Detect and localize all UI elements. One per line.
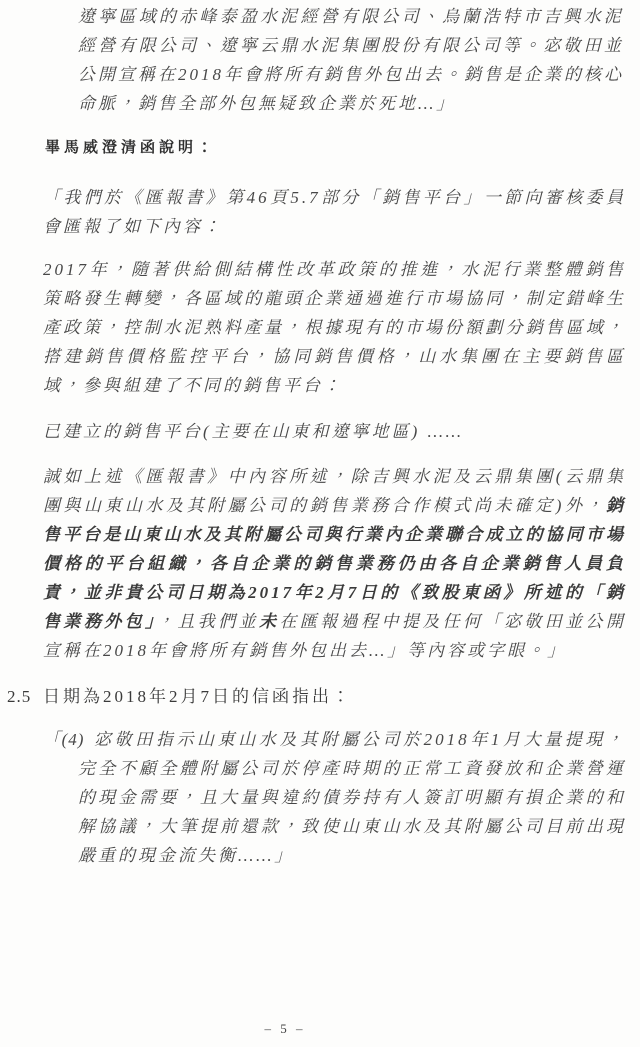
closing-segment-2-bold: 銷售平台是山東山水及其附屬公司與行業內企業聯合成立的協同市場價格的平台組織，各自企業的銷售業務仍由各自企業銷售人員負責，並非貴公司日期為2017年2月7日的《致股東函》所述的「銷售業務外包」: [43, 496, 626, 631]
kpmg-quote-established-platforms: 已建立的銷售平台(主要在山東和遼寧地區) ……: [43, 422, 464, 441]
closing-segment-4-bold: 未: [259, 612, 280, 631]
letter-excerpt-item-4: [43, 725, 626, 870]
closing-segment-5: 在匯報過程中提及任何「宓敬田並公開宣稱在2018年會將所有銷售外包出去…」等內容或字眼。」: [43, 612, 627, 660]
letter-excerpt-text: 宓敬田指示山東山水及其附屬公司於2018年1月大量提現，完全不顧全體附屬公司於停產時期的正常工資發放和企業營運的現金需要，且大量與違約債券持有人簽訂明顯有損企業的和解協議，大筆提前還款，致使山東山水及其附屬公司目前出現嚴重的現金流失衡……」: [78, 730, 627, 865]
item-text: 日期為2018年2月7日的信函指出：: [43, 687, 352, 706]
kpmg-quote-intro: 「我們於《匯報書》第46頁5.7部分「銷售平台」一節向審核委員會匯報了如下內容：: [43, 188, 626, 236]
letter-excerpt-marker: 「(4): [43, 730, 85, 749]
kpmg-quote-2017-policy: 2017年，隨著供給側結構性改革政策的推進，水泥行業整體銷售策略發生轉變，各區域的龍頭企業通過進行市場協同，制定錯峰生產政策，控制水泥熟料產量，根據現有的市場份額劃分銷售區域，搭建銷售價格監控平台，協同銷售價格，山水集團在主要銷售區域，參與組建了不同的銷售平台：: [43, 260, 626, 395]
numbered-item-2-5: [7, 682, 626, 711]
closing-segment-1: 誠如上述《匯報書》中內容所述，除吉興水泥及云鼎集團(云鼎集團與山東山水及其附屬公司的銷售業務合作模式尚未確定)外，: [43, 467, 626, 515]
closing-segment-3: ，且我們並: [156, 612, 260, 631]
footer-page-number: – 5 –: [264, 1021, 306, 1036]
quoted-passage-continuation: 遼寧區域的赤峰泰盈水泥經營有限公司、烏蘭浩特市吉興水泥經營有限公司、遼寧云鼎水泥集團股份有限公司等。宓敬田並公開宣稱在2018年會將所有銷售外包出去。銷售是企業的核心命脈，銷售全部外包無疑致企業於死地…」: [78, 7, 624, 113]
item-number: 2.5: [7, 687, 32, 706]
kpmg-clarification-heading: 畢馬威澄清函說明：: [45, 140, 217, 156]
kpmg-quote-closing: [43, 462, 626, 665]
